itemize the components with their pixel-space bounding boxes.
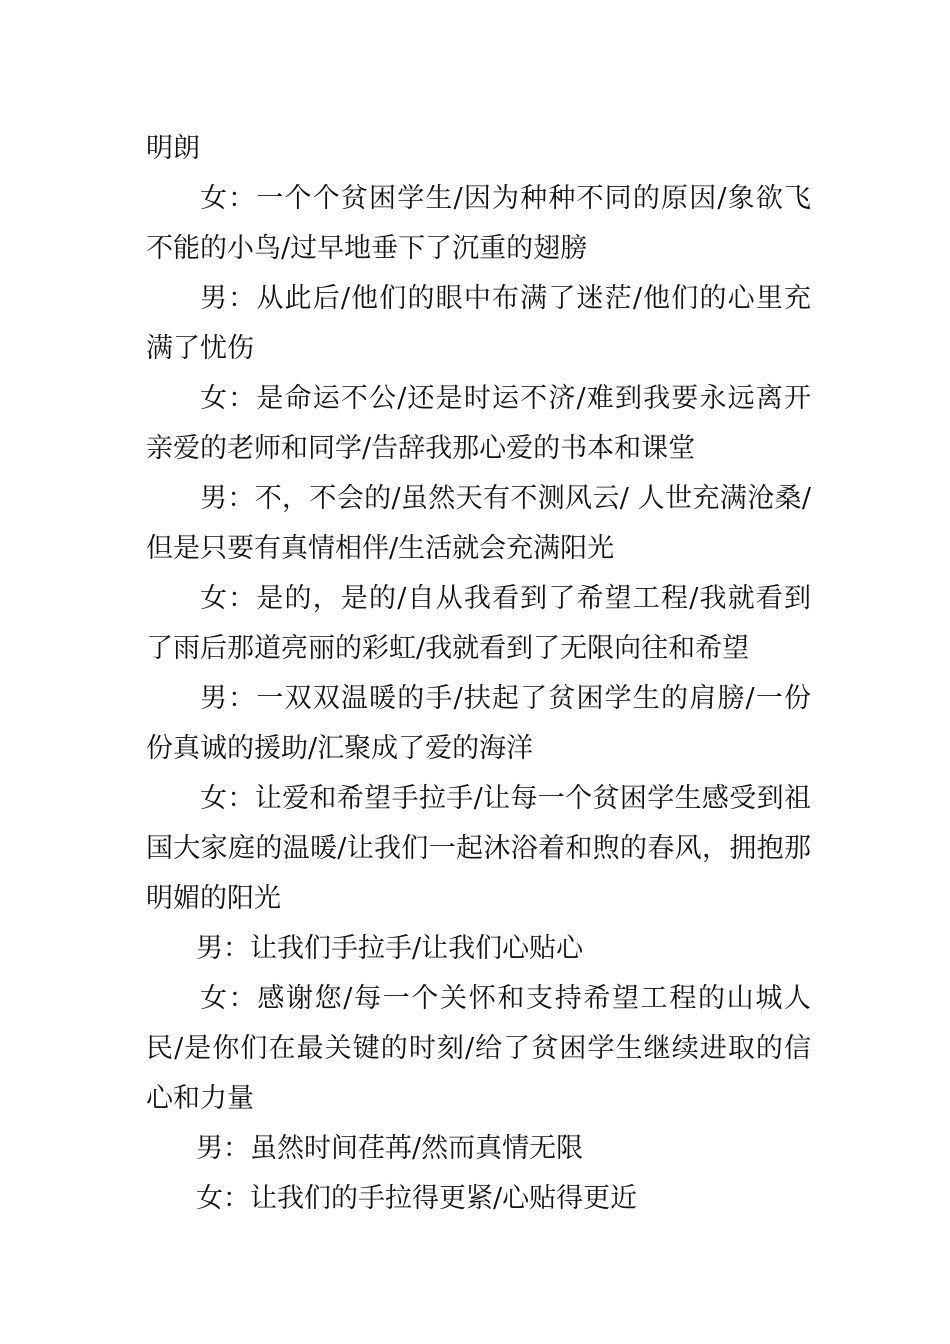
paragraph-male-4: 男：让我们手拉手/让我们心贴心	[196, 933, 584, 964]
document-body	[146, 124, 811, 1224]
paragraph-female-5: 女：感谢您/每一个关怀和支持希望工程的山城人民/是你们在最关键的时刻/给了贫困学生继续进取的信心和力量	[146, 983, 811, 1114]
paragraph-female-6: 女：让我们的手拉得更紧/心贴得更近	[196, 1183, 638, 1214]
paragraph-female-2: 女：是命运不公/还是时运不济/难到我要永远离开亲爱的老师和同学/告辞我那心爱的书本和课堂	[146, 383, 811, 464]
paragraph-male-3: 男：一双双温暖的手/扶起了贫困学生的肩膀/一份份真诚的援助/汇聚成了爱的海洋	[146, 683, 811, 764]
paragraph-male-1: 男：从此后/他们的眼中布满了迷茫/他们的心里充满了忧伤	[146, 283, 811, 364]
paragraph-female-3: 女：是的，是的/自从我看到了希望工程/我就看到了雨后那道亮丽的彩虹/我就看到了无限向往和希望	[146, 583, 811, 664]
paragraph-male-2: 男：不，不会的/虽然天有不测风云/ 人世充满沧桑/但是只要有真情相伴/生活就会充满阳光	[146, 483, 811, 564]
paragraph-male-5: 男：虽然时间荏苒/然而真情无限	[196, 1133, 584, 1164]
paragraph-female-4: 女：让爱和希望手拉手/让每一个贫困学生感受到祖国大家庭的温暖/让我们一起沐浴着和煦的春风，拥抱那明媚的阳光	[146, 783, 811, 914]
paragraph-female-1: 女：一个个贫困学生/因为种种不同的原因/象欲飞不能的小鸟/过早地垂下了沉重的翅膀	[146, 183, 811, 264]
paragraph-continuation: 明朗	[146, 133, 200, 164]
